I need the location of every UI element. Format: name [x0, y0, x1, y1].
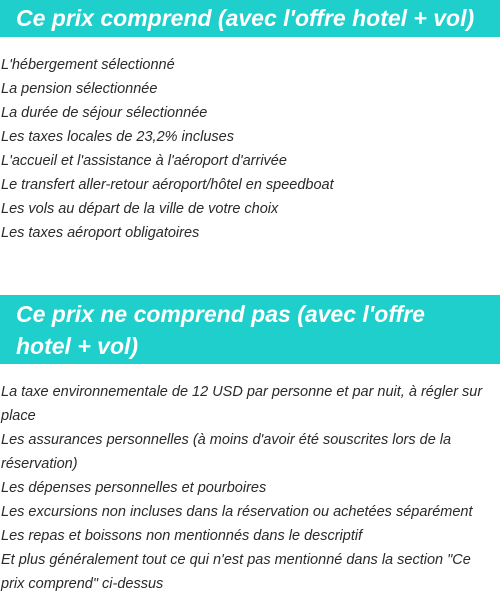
list-item: Et plus généralement tout ce qui n'est pas mentionné dans la section "Ce prix comprend" ci-dessus: [1, 552, 471, 592]
list-item: L'accueil et l'assistance à l'aéroport d'arrivée: [1, 153, 287, 169]
list-item: Les taxes aéroport obligatoires: [1, 225, 200, 241]
list-item: Les taxes locales de 23,2% incluses: [1, 129, 234, 145]
list-item: Les excursions non incluses dans la réservation ou achetées séparément: [1, 504, 473, 520]
included-section-title: Ce prix comprend (avec l'offre hotel + vol): [0, 0, 500, 37]
list-item: La durée de séjour sélectionnée: [1, 105, 208, 121]
list-item: Le transfert aller-retour aéroport/hôtel en speedboat: [1, 177, 334, 193]
list-item: Les assurances personnelles (à moins d'avoir été souscrites lors de la réservation): [1, 432, 452, 472]
list-item: Les dépenses personnelles et pourboires: [1, 480, 267, 496]
list-item: L'hébergement sélectionné: [1, 57, 175, 73]
list-item: Les vols au départ de la ville de votre choix: [1, 201, 279, 217]
list-item: La taxe environnementale de 12 USD par personne et par nuit, à régler sur place: [1, 384, 483, 424]
excluded-items-list: [0, 380, 496, 596]
list-item: Les repas et boissons non mentionnés dans le descriptif: [1, 528, 363, 544]
included-items-list: [0, 53, 496, 245]
excluded-section-title: Ce prix ne comprend pas (avec l'offre hotel + vol): [0, 295, 500, 364]
list-item: La pension sélectionnée: [1, 81, 158, 97]
